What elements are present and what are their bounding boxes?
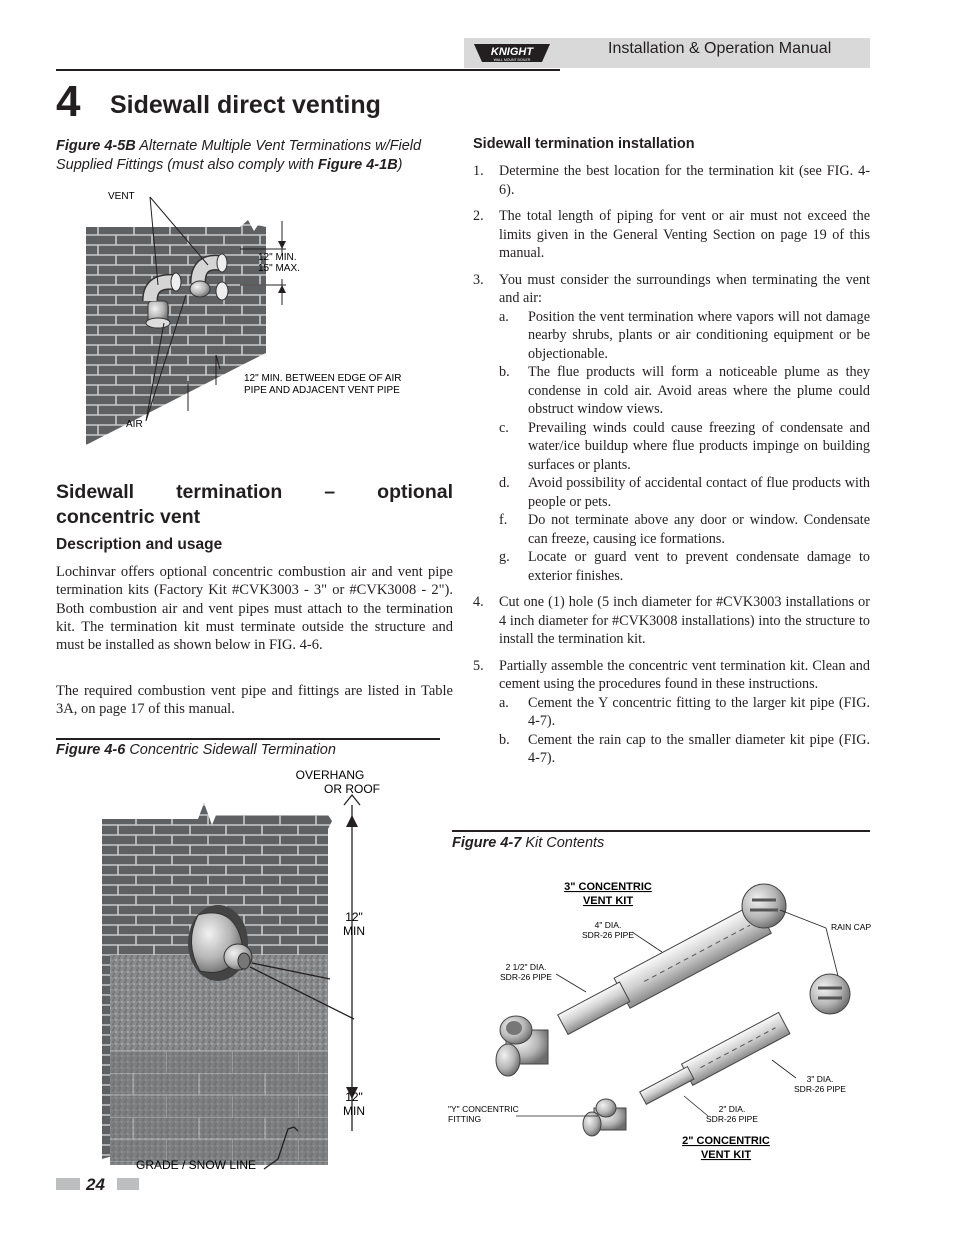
description-paragraph-1: Lochinvar offers optional concentric combustion air and vent pipe termination kits (Factory Kit #CVK3003 - 3" or #CVK3008 - 2"). Both combustion air and vent pipes must attach to the termination kit. The termination kit must terminate outside the structure and must be installed as shown below in FIG. 4-6.: [56, 564, 453, 654]
logo-subtext: WALL MOUNT BOILER: [493, 58, 531, 62]
min-bottom-label-1: 12": [345, 1090, 363, 1104]
step-text: You must consider the surroundings when terminating the vent and air:: [499, 271, 870, 306]
substep: [499, 363, 870, 419]
rain-cap-large: [742, 884, 786, 928]
rain-cap-label: RAIN CAP: [831, 922, 872, 932]
figure-caption-text: Kit Contents: [521, 835, 605, 851]
grade-label: GRADE / SNOW LINE: [136, 1158, 257, 1172]
rain-cap-small: [810, 974, 850, 1014]
substep-text: The flue products will form a noticeable plume as they condense in cold air. Avoid areas where the plume could obstruct window views.: [528, 364, 870, 417]
step: [473, 271, 870, 586]
heading-word: Sidewall: [56, 481, 135, 503]
page-number: 24: [86, 1175, 105, 1194]
min-label: 12" MIN.: [258, 252, 297, 263]
manual-title: Installation & Operation Manual: [608, 40, 832, 57]
figure-caption-text: Alternate Multiple Vent Terminations w/Field Supplied Fittings (must also comply with: [56, 138, 422, 173]
figure-label: Figure 4-5B: [56, 138, 136, 154]
between-label-2: PIPE AND ADJACENT VENT PIPE: [244, 385, 400, 396]
concentric-heading: [56, 480, 453, 530]
substeps: [499, 308, 870, 586]
step-text: Determine the best location for the termination kit (see FIG. 4-6).: [499, 163, 870, 198]
vent-label: VENT: [108, 191, 135, 202]
substep: [499, 308, 870, 364]
dia2-label-2: SDR-26 PIPE: [706, 1114, 758, 1124]
step-text: Partially assemble the concentric vent termination kit. Clean and cement using the procedures found in these instructions.: [499, 657, 870, 692]
min-bottom-label-2: MIN: [343, 1104, 365, 1118]
substep-text: Cement the Y concentric fitting to the larger kit pipe (FIG. 4-7).: [528, 694, 870, 729]
figure-4-5b-drawing: [80, 185, 460, 455]
figure-4-5b-caption: [56, 137, 456, 175]
y-fitting-label-1: "Y" CONCENTRIC: [448, 1104, 519, 1114]
installation-steps: [473, 162, 870, 776]
substep-letter: b.: [499, 364, 510, 380]
substep-letter: f.: [499, 512, 508, 528]
step: [473, 207, 870, 263]
step-number: 1.: [473, 163, 484, 179]
overhang-label-1: OVERHANG: [295, 768, 365, 782]
figure-label: Figure 4-7: [452, 835, 522, 851]
heading-word: –: [324, 481, 336, 503]
substep: [499, 511, 870, 548]
header-rule: [56, 69, 560, 71]
step-number: 5.: [473, 657, 484, 674]
caption-end: ): [397, 157, 403, 173]
y-fitting-large: [496, 1016, 548, 1076]
figure-4-7-caption: [452, 834, 604, 853]
dia3-label-2: SDR-26 PIPE: [794, 1084, 846, 1094]
heading-word: termination: [176, 481, 283, 503]
footer-bar-right: [117, 1178, 139, 1190]
dia4-label-2: SDR-26 PIPE: [582, 930, 634, 940]
kit3-title-2: VENT KIT: [582, 895, 634, 907]
dia3-label-1: 3" DIA.: [806, 1074, 834, 1084]
between-label-1: 12" MIN. BETWEEN EDGE OF AIR: [244, 373, 402, 384]
y-fitting-small: [583, 1099, 626, 1136]
dia2-label-1: 2" DIA.: [718, 1104, 746, 1114]
step-text: The total length of piping for vent or air must not exceed the limits given in the General Venting Section on page 19 of this manual.: [499, 208, 870, 261]
substeps: [499, 694, 870, 768]
step-number: 3.: [473, 271, 484, 288]
kit2-title-2: VENT KIT: [700, 1149, 752, 1161]
figure-caption-text: Concentric Sidewall Termination: [125, 742, 336, 758]
substep-letter: b.: [499, 731, 510, 748]
logo-text: KNIGHT: [490, 46, 534, 58]
step: [473, 593, 870, 649]
min-top-label-1: 12": [345, 910, 363, 924]
installation-heading: Sidewall termination installation: [473, 136, 695, 152]
section-number: 4: [56, 77, 81, 126]
step: [473, 162, 870, 199]
knight-logo: [472, 41, 552, 65]
kit2-pipes: [637, 1012, 790, 1108]
heading-word: optional: [377, 481, 453, 503]
kit2-title-1: 2" CONCENTRIC: [682, 1135, 770, 1147]
figure-ref: Figure 4-1B: [317, 157, 398, 173]
dia25-label-1: 2 1/2" DIA.: [505, 962, 547, 972]
substep-text: Locate or guard vent to prevent condensate damage to exterior finishes.: [528, 549, 870, 584]
kit3-pipes: [555, 903, 771, 1040]
substep-letter: a.: [499, 694, 509, 711]
step-text: Cut one (1) hole (5 inch diameter for #CVK3003 installations or 4 inch diameter for #CVK3008 installations) into the structure to install the termination kit.: [499, 594, 870, 647]
substep-text: Cement the rain cap to the smaller diameter kit pipe (FIG. 4-7).: [528, 731, 870, 766]
heading-line-2: concentric vent: [56, 506, 201, 528]
substep-letter: a.: [499, 308, 509, 325]
description-heading: Description and usage: [56, 536, 223, 553]
figure-4-7-rule: [452, 830, 870, 832]
substep-text: Avoid possibility of accidental contact of flue products with people or pets.: [528, 475, 870, 510]
description-paragraph-2: The required combustion vent pipe and fittings are listed in Table 3A, on page 17 of this manual.: [56, 683, 453, 718]
step: [473, 657, 870, 768]
step-number: 4.: [473, 594, 484, 610]
air-label: AIR: [126, 419, 143, 430]
figure-4-6-drawing: [100, 765, 440, 1175]
kit3-title-1: 3" CONCENTRIC: [564, 881, 652, 893]
substep-text: Do not terminate above any door or window. Condensate can freeze, causing ice formations.: [528, 512, 870, 547]
substep-letter: g.: [499, 549, 510, 565]
section-title: Sidewall direct venting: [110, 91, 381, 119]
figure-4-6-caption: [56, 741, 336, 760]
substep-text: Prevailing winds could cause freezing of condensate and water/ice buildup where flue products impinge on building surfaces or plants.: [528, 419, 870, 473]
max-label: 15" MAX.: [258, 263, 300, 274]
step-number: 2.: [473, 208, 484, 224]
dia4-label-1: 4" DIA.: [594, 920, 622, 930]
substep-text: Position the vent termination where vapors will not damage nearby shrubs, plants or air conditioning equipment or be objectionable.: [528, 308, 870, 362]
overhang-label-2: OR ROOF: [324, 782, 380, 796]
substep-letter: c.: [499, 419, 509, 436]
substep: [499, 694, 870, 731]
substep: [499, 474, 870, 511]
figure-4-7-drawing: [446, 870, 876, 1170]
substep: [499, 419, 870, 475]
y-fitting-label-2: FITTING: [448, 1114, 482, 1124]
substep: [499, 731, 870, 768]
dia25-label-2: SDR-26 PIPE: [500, 972, 552, 982]
substep: [499, 548, 870, 585]
substep-letter: d.: [499, 475, 510, 491]
figure-4-6-rule: [56, 738, 440, 740]
min-top-label-2: MIN: [343, 924, 365, 938]
figure-label: Figure 4-6: [56, 742, 126, 758]
footer-bar-left: [56, 1178, 80, 1190]
